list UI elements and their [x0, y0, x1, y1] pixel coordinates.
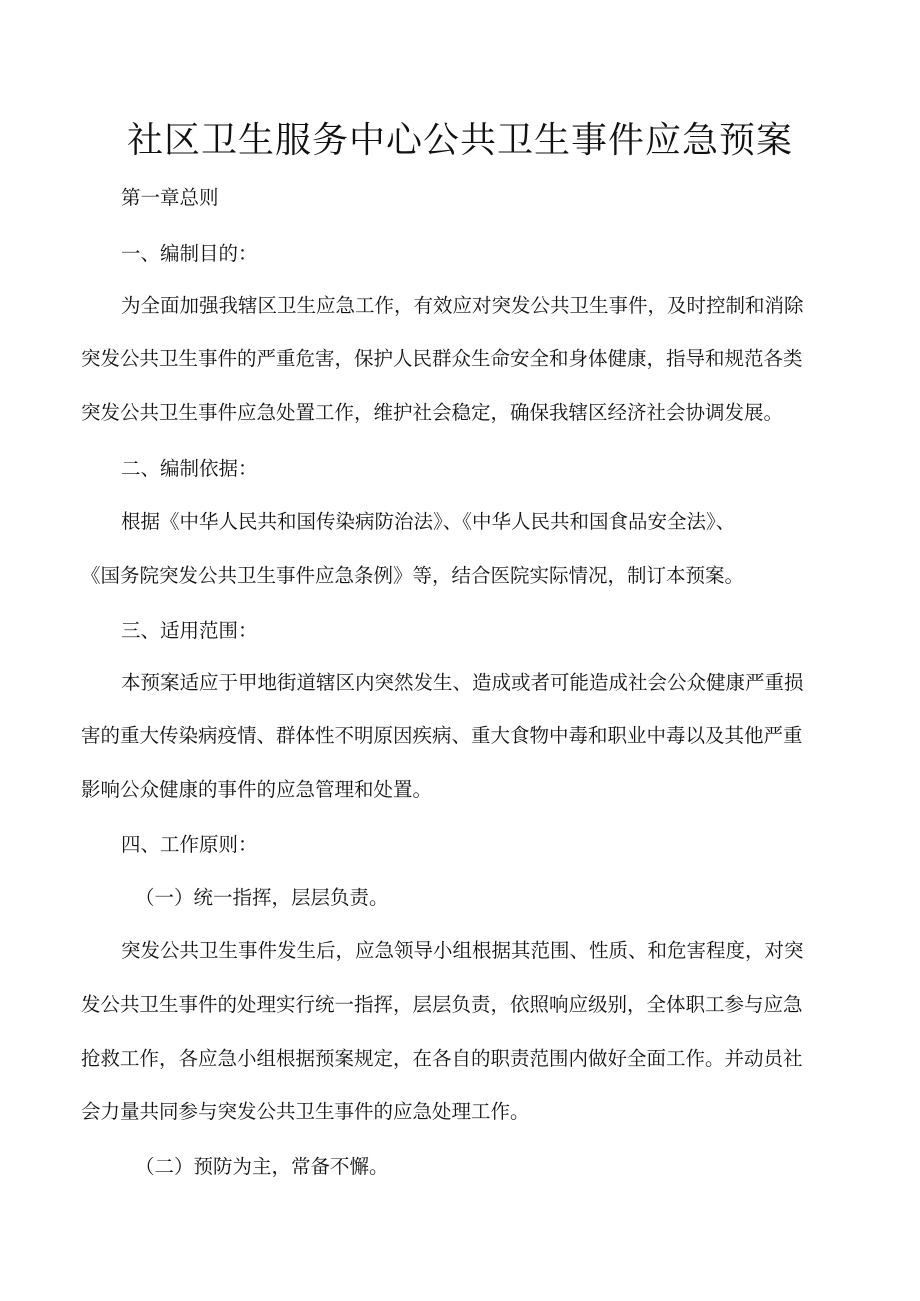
section-heading-purpose: 一、编制目的：	[121, 242, 258, 265]
subsection-heading-prevention: （二）预防为主，常备不懈。	[135, 1155, 389, 1178]
paragraph-line: 突发公共卫生事件发生后，应急领导小组根据其范围、性质、和危害程度，对突	[121, 939, 804, 962]
paragraph-line: 突发公共卫生事件的严重危害，保护人民群众生命安全和身体健康，指导和规范各类	[81, 347, 803, 370]
section-heading-basis: 二、编制依据：	[121, 457, 258, 480]
paragraph-line: 害的重大传染病疫情、群体性不明原因疾病、重大食物中毒和职业中毒以及其他严重	[81, 724, 803, 747]
paragraph-line: 会力量共同参与突发公共卫生事件的应急处理工作。	[81, 1100, 530, 1123]
paragraph-line: 突发公共卫生事件应急处置工作，维护社会稳定，确保我辖区经济社会协调发展。	[81, 401, 784, 424]
section-heading-principles: 四、工作原则：	[121, 833, 258, 856]
paragraph-line: 为全面加强我辖区卫生应急工作，有效应对突发公共卫生事件，及时控制和消除	[121, 294, 804, 317]
section-heading-scope: 三、适用范围：	[121, 619, 258, 642]
paragraph-line: 发公共卫生事件的处理实行统一指挥，层层负责，依照响应级别，全体职工参与应急	[81, 993, 803, 1016]
paragraph-line: 抢救工作，各应急小组根据预案规定，在各自的职责范围内做好全面工作。并动员社	[81, 1047, 803, 1070]
paragraph-line: 本预案适应于甲地街道辖区内突然发生、造成或者可能造成社会公众健康严重损	[121, 671, 804, 694]
subsection-heading-command: （一）统一指挥，层层负责。	[135, 886, 389, 909]
paragraph-line: 《国务院突发公共卫生事件应急条例》等，结合医院实际情况，制订本预案。	[81, 564, 745, 587]
document-title: 社区卫生服务中心公共卫生事件应急预案	[126, 120, 793, 161]
chapter-heading: 第一章总则	[121, 186, 219, 209]
paragraph-line: 根据《中华人民共和国传染病防治法》、《中华人民共和国食品安全法》、	[121, 510, 736, 533]
paragraph-line: 影响公众健康的事件的应急管理和处置。	[81, 778, 433, 801]
